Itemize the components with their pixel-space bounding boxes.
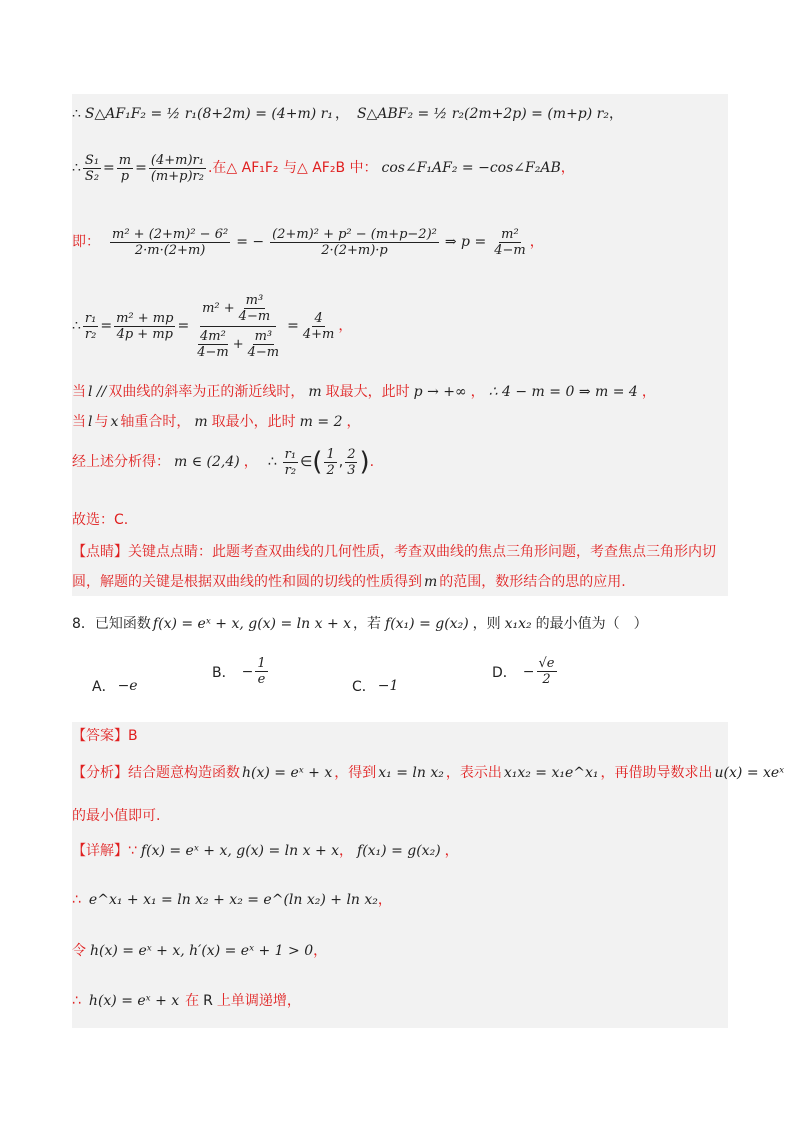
area-line [72, 100, 623, 128]
step-3-line: ∴ h(x) = eˣ + x 在 R 上单调递增， [72, 993, 301, 1009]
answer-line: 【答案】 B [72, 728, 138, 744]
line-end: ， [609, 106, 623, 122]
choice-line: 故选：C. [72, 512, 129, 528]
comma: ， [334, 106, 349, 122]
cosine-fraction-2: $\frac{\text{(2+m)² + p² − (m+p−2)²}}{2\cdot(2+m)\cdot p}$ [272, 226, 437, 258]
comment-line-2: 圆，解题的关键是根据双曲线的性和圆的切线的性质得到 m 的范围，数形结合的思的应用. [72, 574, 626, 590]
compound-fraction: m² + $\frac{\text{m³}}{4-m}$ $\frac{\text{4m²}}{4-m}$ + $\frac{\text{m³}}{4-m}$ [197, 292, 280, 360]
analysis-line-1: 【分析】 结合题意构造函数 h(x) = eˣ + x ，得到 x₁ = ln x₂ ，表示出 x₁x₂ = x₁e^x₁ ，再借助导数求出 u(x) = xeˣ [72, 765, 785, 781]
comment-line-1: 【点睛】 关键点点睛：此题考查双曲线的几何性质，考查双曲线的焦点三角形问题，考查焦点三角形内切 [72, 544, 716, 560]
r-ratio-fraction: $\frac{\text{r₁}}{\text{r₂}}$ [84, 310, 97, 342]
result-fraction: $\frac{4}{4+m}$ [302, 310, 335, 342]
ratio-line: ∴ $\frac{\text{S₁}}{\text{S₂}}$ = $\frac{m}{p}$ = $\frac{\text{(4+m)r₁}}{\text{(m+p)r₂}}$ .在△ AF₁F₂ 与△ AF₂B 中： cos∠F₁AF₂ = −cos∠F₂AB ， [72, 152, 575, 184]
case-min-line: 当 l 与 x 轴重合时， m 取最小，此时 m = 2 ， [72, 414, 361, 430]
mp-fraction: $\frac{\text{m² + mp}}{4p + mp}$ [116, 310, 174, 342]
area-ratio-fraction: $\frac{\text{(4+m)r₁}}{\text{(m+p)r₂}}$ [150, 152, 204, 184]
cosine-fraction-1: $\frac{\text{m² + (2+m)² − 6²}}{2\cdot m\cdot(2+m)}$ [112, 226, 229, 258]
cosine-equation: cos∠F₁AF₂ = −cos∠F₂AB [381, 160, 561, 176]
m-p-fraction: $\frac{m}{p}$ [118, 152, 132, 184]
detail-line: 【详解】 ∵ f(x) = eˣ + x, g(x) = ln x + x ， f(x₁) = g(x₂) ， [72, 843, 459, 859]
option-b[interactable]: B． − $\frac{1}{e}$ [212, 656, 266, 687]
triangle-text: .在△ AF₁F₂ 与△ AF₂B 中： [207, 160, 378, 176]
area-formula-2: S△ABF₂ = ½ r₂(2m+2p) = (m+p) r₂ [356, 106, 609, 122]
area-formula-1: S△AF₁F₂ = ½ r₁(8+2m) = (4+m) r₁ [84, 106, 333, 122]
conclusion-line: 经上述分析得： m ∈ (2,4) ， ∴ $\frac{\text{r₁}}{\text{r₂}}$ ∈ ( $\frac{1}{2}$ , $\frac{2}{3}$ ) . [72, 446, 375, 478]
s-ratio-fraction: $\frac{\text{S₁}}{\text{S₂}}$ [84, 152, 100, 184]
analysis-line-2: 的最小值即可. [72, 808, 161, 824]
question-8-stem: 8．已知函数 f(x) = eˣ + x, g(x) = ln x + x ，若 f(x₁) = g(x₂) ，则 x₁x₂ 的最小值为（ ） [72, 616, 648, 632]
therefore-symbol: ∴ [72, 106, 81, 122]
option-c[interactable]: C． −1 [352, 678, 399, 695]
ji-label: 即： [72, 234, 100, 250]
step-2-line: 令 h(x) = eˣ + x, h′(x) = eˣ + 1 > 0 ， [72, 943, 328, 959]
therefore-symbol: ∴ [72, 160, 81, 176]
radius-ratio-line: ∴ $\frac{\text{r₁}}{\text{r₂}}$ = $\frac{\text{m² + mp}}{4p + mp}$ = m² + $\frac{\text{m³}}{4-m}$ $\frac{\text{4m²}}{4-m}$ + $\frac{\text{m³}}{4-m}$ = $\frac{4}{4+m}$ ， [72, 292, 353, 360]
option-a[interactable]: A． −e [92, 678, 138, 695]
case-max-line: 当 l // 双曲线的斜率为正的渐近线时， m 取最大，此时 p → +∞ ， ∴ 4 − m = 0 ⇒ m = 4 ， [72, 384, 656, 400]
step-1-line: ∴ e^x₁ + x₁ = ln x₂ + x₂ = e^(ln x₂) + ln x₂ ， [72, 892, 392, 908]
cosine-law-line: 即： $\frac{\text{m² + (2+m)² − 6²}}{2\cdot m\cdot(2+m)}$ = − $\frac{\text{(2+m)² + p² − (m+p−2)²}}{2\cdot(2+m)\cdot p}$ ⇒ p = $\frac{\text{m²}}{4-m}$ ， [72, 226, 544, 258]
option-d[interactable]: D． − $\frac{√e}{2}$ [492, 656, 555, 687]
p-value-fraction: $\frac{\text{m²}}{4-m}$ [494, 226, 526, 258]
